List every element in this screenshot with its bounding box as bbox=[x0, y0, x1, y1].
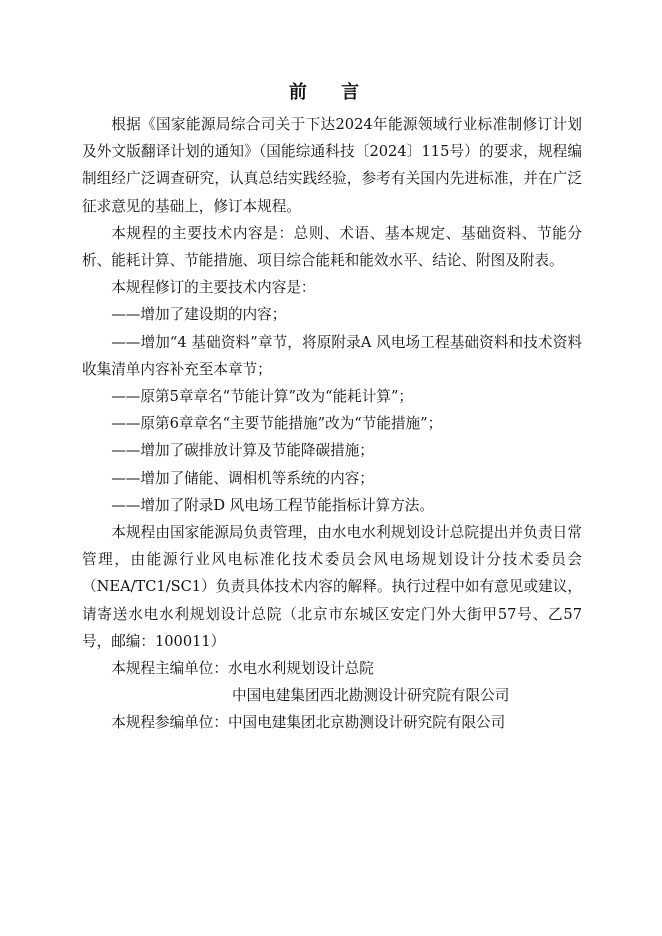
revision-item: ——原第6章章名“主要节能措施”改为“节能措施”； bbox=[111, 415, 443, 433]
page-title: 前 言 bbox=[288, 82, 374, 103]
revision-item: ——增加了储能、调相机等系统的内容； bbox=[111, 469, 374, 487]
document-body bbox=[82, 111, 582, 737]
chief-editor-unit: 中国电建集团西北勘测设计研究院有限公司 bbox=[232, 687, 510, 705]
paragraph-main-content: 本规程的主要技术内容是：总则、术语、基本规定、基础资料、节能分析、能耗计算、节能措施、项目综合能耗和能效水平、结论、附图及附表。 bbox=[82, 224, 582, 270]
revision-item: ——增加“4 基础资料”章节，将原附录A 风电场工程基础资料和技术资料收集清单内容补充至本章节； bbox=[82, 333, 582, 378]
paragraph-basis: 根据《国家能源局综合司关于下达2024年能源领域行业标准制修订计划及外文版翻译计划的通知》（国能综通科技〔2024〕115号）的要求，规程编制组经广泛调查研究，认真总结实践经验，参考有关国内先进标准，并在广泛征求意见的基础上，修订本规程。 bbox=[82, 116, 582, 215]
chief-editor-label: 本规程主编单位： bbox=[111, 660, 228, 678]
paragraph-management: 本规程由国家能源局负责管理，由水电水利规划设计总院提出并负责日常管理，由能源行业风电标准化技术委员会风电场规划设计分技术委员会（NEA/TC1/SC1）负责具体技术内容的解释。执行过程中如有意见或建议，请寄送水电水利规划设计总院（北京市东城区安定门外大街甲57号、乙57号，邮编：100011） bbox=[82, 524, 582, 650]
revision-item: ——增加了建设期的内容； bbox=[111, 306, 287, 324]
revision-item: ——增加了碳排放计算及节能降碳措施； bbox=[111, 442, 374, 460]
participant-line bbox=[82, 709, 582, 736]
revision-item: ——增加了附录D 风电场工程节能指标计算方法。 bbox=[111, 496, 434, 514]
chief-editor-unit: 水电水利规划设计总院 bbox=[227, 660, 374, 678]
paragraph-revision-intro: 本规程修订的主要技术内容是： bbox=[111, 279, 316, 297]
chief-editor-line bbox=[82, 655, 582, 682]
participant-label: 本规程参编单位： bbox=[111, 714, 228, 732]
participant-unit: 中国电建集团北京勘测设计研究院有限公司 bbox=[227, 714, 506, 732]
revision-item: ——原第5章章名“节能计算”改为“能耗计算”； bbox=[111, 388, 414, 406]
